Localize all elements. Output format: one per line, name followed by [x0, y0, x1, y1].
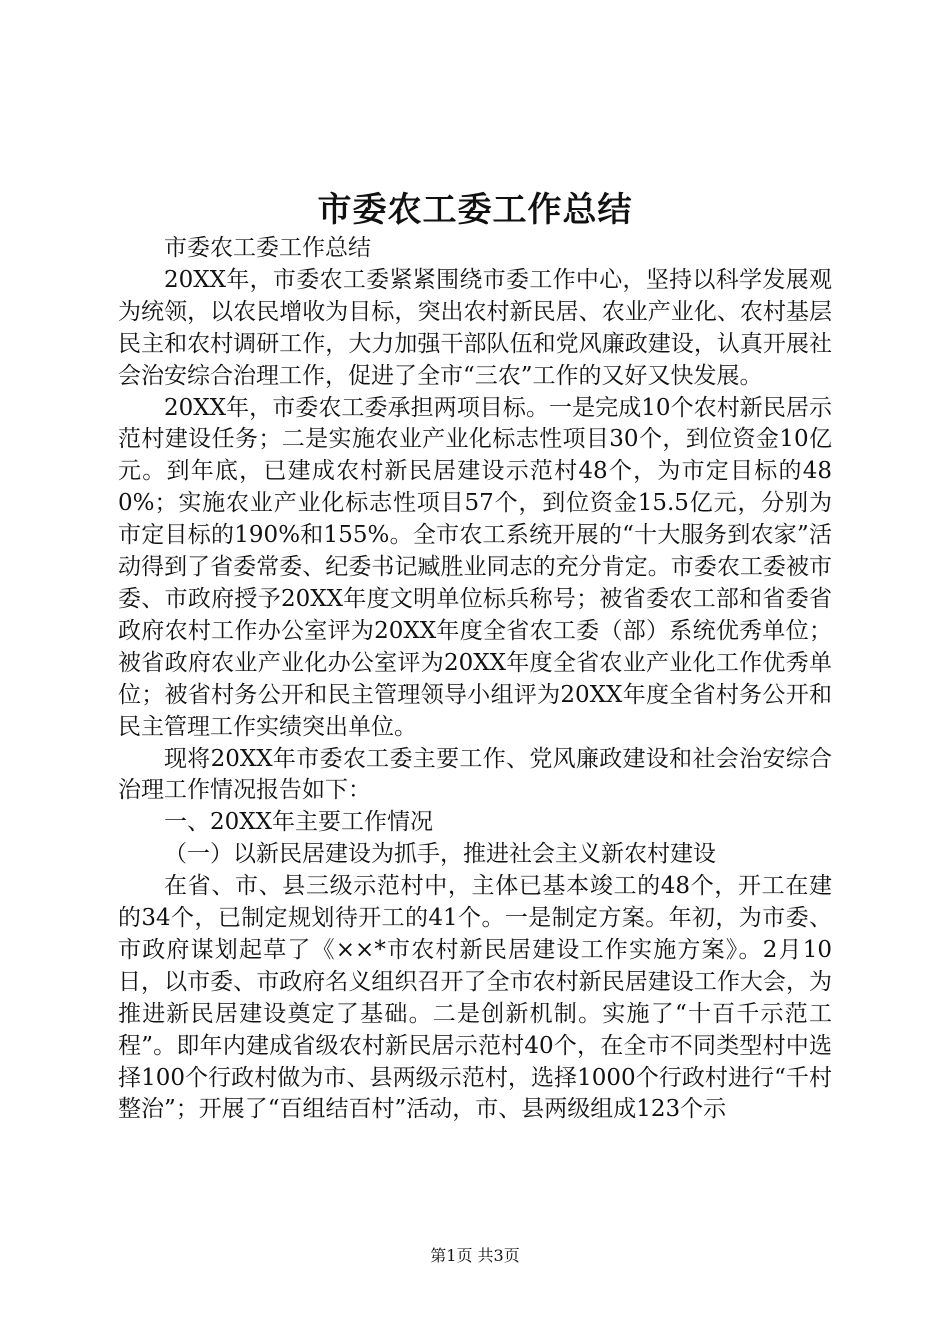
page-number: 第1页 共3页: [430, 1246, 520, 1265]
document-title: 市委农工委工作总结: [317, 190, 633, 230]
paragraph-heading: 市委农工委工作总结: [164, 235, 371, 261]
paragraph-report-intro: 现将20XX年市委农工委主要工作、党风廉政建设和社会治安综合治理工作情况报告如下：: [118, 745, 832, 804]
paragraph-targets: 20XX年，市委农工委承担两项目标。一是完成10个农村新民居示范村建设任务；二是实施农业产业化标志性项目30个，到位资金10亿元。到年底，已建成农村新民居建设示范村48个，为市定目标的480%；实施农业产业化标志性项目57个，到位资金15.5亿元，分别为市定目标的190%和155%。全市农工系统开展的“十大服务到农家”活动得到了省委常委、纪委书记臧胜业同志的充分肯定。市委农工委被市委、市政府授予20XX年度文明单位标兵称号；被省委农工部和省委省政府农村工作办公室评为20XX年度全省农工委（部）系统优秀单位；被省政府农业产业化办公室评为20XX年度全省农业产业化工作优秀单位；被省村务公开和民主管理领导小组评为20XX年度全省村务公开和民主管理工作实绩突出单位。: [118, 394, 832, 740]
paragraph-intro: 20XX年，市委农工委紧紧围绕市委工作中心，坚持以科学发展观为统领，以农民增收为目标，突出农村新民居、农业产业化、农村基层民主和农村调研工作，大力加强干部队伍和党风廉政建设，认真开展社会治安综合治理工作，促进了全市“三农”工作的又好又快发展。: [118, 266, 832, 389]
paragraph-new-residence: 在省、市、县三级示范村中，主体已基本竣工的48个，开工在建的34个，已制定规划待开工的41个。一是制定方案。年初，为市委、市政府谋划起草了《××*市农村新民居建设工作实施方案》。2月10日，以市委、市政府名义组织召开了全市农村新民居建设工作大会，为推进新民居建设奠定了基础。二是创新机制。实施了“十百千示范工程”。即年内建成省级农村新民居示范村40个，在全市不同类型村中选择100个行政村做为市、县两级示范村，选择1000个行政村进行“千村整治”；开展了“百组结百村”活动，市、县两级组成123个示: [118, 873, 832, 1123]
document-body: [118, 233, 832, 1126]
subsection-heading-1: （一）以新民居建设为抓手，推进社会主义新农村建设: [164, 841, 716, 868]
section-heading-1: 一、20XX年主要工作情况: [164, 809, 434, 836]
